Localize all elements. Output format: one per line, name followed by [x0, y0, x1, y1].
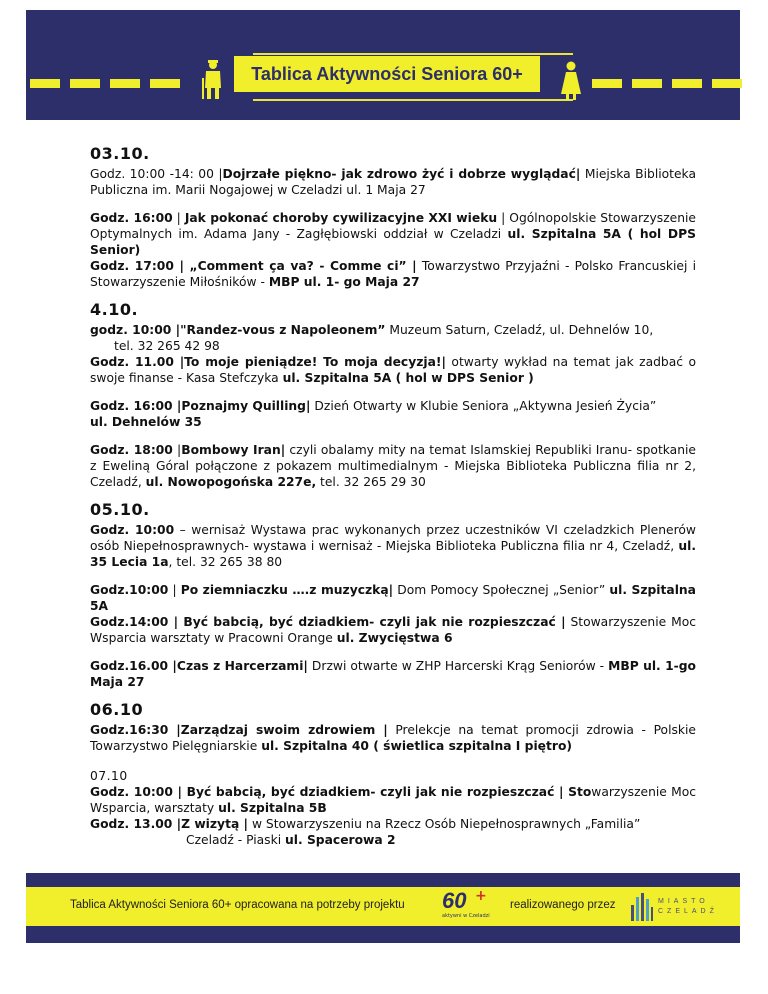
events-list: [90, 146, 696, 860]
miasto-text: [658, 897, 718, 917]
event-title: Dojrzałe piękno- jak zdrowo żyć i dobrze wyglądać|: [222, 167, 581, 181]
logo-60-plus-sign: +: [475, 888, 487, 904]
event-address: MBP ul. 1- go Maja 27: [268, 275, 420, 289]
date-heading: 07.10: [90, 769, 128, 783]
logo-60-plus: [442, 888, 490, 924]
event-phone: tel. 32 265 29 30: [316, 475, 426, 489]
date-heading: 06.10: [90, 700, 144, 719]
event-address: ul. Szpitalna 40 ( świetlica szpitalna I piętro): [261, 739, 573, 753]
event-phone: , tel. 32 265 38 80: [168, 555, 283, 569]
event-title: Jak pokonać choroby cywilizacyjne XXI wieku: [184, 211, 498, 225]
date-heading: 4.10.: [90, 300, 139, 319]
event-item: [90, 722, 696, 754]
separator: |: [172, 443, 182, 457]
event-item: [90, 658, 696, 690]
logo-60-number: 60: [442, 888, 467, 913]
logo-60-subtitle: aktywni w Czeladzi: [442, 913, 490, 919]
event-address: ul. Szpitalna 5A: [90, 583, 696, 613]
event-address: ul. Zwycięstwa 6: [336, 631, 453, 645]
event-item: [90, 398, 696, 430]
event-address: ul. Dehnelów 35: [90, 415, 202, 429]
header-dashes-left: [30, 79, 180, 88]
event-title: Godz. 10:00 | Być babcią, być dziadkiem- czyli jak nie rozpieszczać | Sto: [90, 785, 592, 799]
separator: |: [168, 583, 181, 597]
event-address: MBP ul. 1-go Maja 27: [90, 659, 696, 689]
event-item: [90, 582, 696, 646]
event-title: Bombowy Iran|: [181, 443, 286, 457]
logo-miasto-czeladz: [630, 891, 730, 923]
separator: |: [172, 211, 185, 225]
footer-strip: [26, 887, 740, 926]
event-place: Dzień Otwarty w Klubie Seniora „Aktywna Jesień Życia”: [310, 399, 657, 413]
event-place: | Ogólnopolskie Stowarzyszenie Optymalnych im. Adama Jany - Zagłębiowski oddział w Czeladzi: [90, 211, 696, 241]
miasto-line1: MIASTO: [658, 898, 709, 905]
senior-man-icon: [200, 60, 226, 100]
event-address: ul. Szpitalna 5B: [218, 801, 327, 815]
event-item: [90, 784, 696, 848]
event-title: Godz.16.00 |Czas z Harcerzami|: [90, 659, 308, 673]
event-time: Godz. 16:00: [90, 211, 173, 225]
event-place: otwarty wykład na temat jak zadbać o swoje finanse - Kasa Stefczyka: [90, 355, 696, 385]
footer-project-text: Tablica Aktywności Seniora 60+ opracowana na potrzeby projektu: [70, 899, 405, 911]
event-title: godz. 10:00 |"Randez-vous z Napoleonem”: [90, 323, 386, 337]
event-place: – wernisaż Wystawa prac wykonanych przez uczestników VI czeladzkich Plenerów osób Niepełnosprawnych- wystawa i wernisaż - Miejska Biblioteka Publiczna filia nr 4, Czeladź,: [90, 523, 696, 553]
event-time: Godz.10:00: [90, 583, 169, 597]
event-address: ul. Szpitalna 5A ( hol w DPS Senior ): [282, 371, 534, 385]
event-place: Muzeum Saturn, Czeladź, ul. Dehnelów 10,: [385, 323, 654, 337]
event-place: w Stowarzyszeniu na Rzecz Osób Niepełnosprawnych „Familia”: [248, 817, 641, 831]
event-time: Godz. 10:00 -14: 00 |: [90, 167, 223, 181]
event-title: Godz.16:30 |Zarządzaj swoim zdrowiem |: [90, 723, 388, 737]
event-title: Godz.14:00 | Być babcią, być dziadkiem- czyli jak nie rozpieszczać |: [90, 615, 566, 629]
event-item: [90, 166, 696, 198]
header-banner: [26, 10, 740, 120]
event-time: Godz. 10:00: [90, 523, 175, 537]
event-place: Stowarzyszenie Moc Wsparcia warsztaty w Pracowni Orange: [90, 615, 696, 645]
event-item: [90, 322, 696, 386]
event-address: ul. Spacerowa 2: [285, 833, 396, 847]
event-title: Godz. 16:00 |Poznajmy Quilling|: [90, 399, 311, 413]
header-dashes-right: [592, 79, 742, 88]
miasto-line2: CZELADŹ: [658, 908, 718, 915]
event-place: Drzwi otwarte w ZHP Harcerski Krąg Seniorów -: [307, 659, 609, 673]
date-heading: 03.10.: [90, 144, 150, 163]
page-title: Tablica Aktywności Seniora 60+: [251, 64, 523, 84]
event-title: Godz. 11.00 |To moje pieniądze! To moja decyzja!|: [90, 355, 446, 369]
event-place: warzyszenie Moc Wsparcia, warsztaty: [90, 785, 696, 815]
event-time: Godz. 18:00: [90, 443, 173, 457]
event-place: Miejska Biblioteka Publiczna im. Marii Nogajowej w Czeladzi ul. 1 Maja 27: [90, 167, 697, 197]
event-item: [90, 522, 696, 570]
title-box: [234, 56, 540, 92]
event-phone: tel. 32 265 42 98: [114, 339, 220, 353]
date-heading: 05.10.: [90, 500, 150, 519]
event-place: Dom Pomocy Społecznej „Senior”: [393, 583, 610, 597]
event-place: Prelekcje na temat promocji zdrowia - Polskie Towarzystwo Pielęgniarskie: [90, 723, 696, 753]
event-item: [90, 442, 696, 490]
footer-realized-text: realizowanego przez: [510, 899, 616, 911]
event-address: ul. Szpitalna 5A ( hol DPS Senior): [90, 227, 696, 257]
senior-woman-icon: [558, 60, 584, 100]
city-bars-icon: [630, 891, 654, 923]
header-line-bottom: [253, 99, 573, 101]
event-address: ul. Nowopogońska 227e,: [145, 475, 317, 489]
event-place: Towarzystwo Przyjaźni - Polsko Francuskiej i Stowarzyszenie Miłośników -: [90, 259, 696, 289]
event-item: [90, 210, 696, 290]
header-line-top: [253, 53, 573, 55]
event-place: Czeladź - Piaski: [186, 833, 286, 847]
event-place: czyli obalamy mity na temat Islamskiej Republiki Iranu- spotkanie z Eweliną Góral połączone z pokazem multimedialnym - Miejska Biblioteka Publiczna filia nr 2, Czeladź,: [90, 443, 696, 489]
event-title: Godz. 13.00 |Z wizytą |: [90, 817, 249, 831]
event-title: Po ziemniaczku ….z muzyczką|: [180, 583, 394, 597]
event-address: ul. 35 Lecia 1a: [90, 539, 696, 569]
footer-banner: [26, 873, 740, 943]
event-title: Godz. 17:00 | „Comment ça va? - Comme ci” |: [90, 259, 417, 273]
